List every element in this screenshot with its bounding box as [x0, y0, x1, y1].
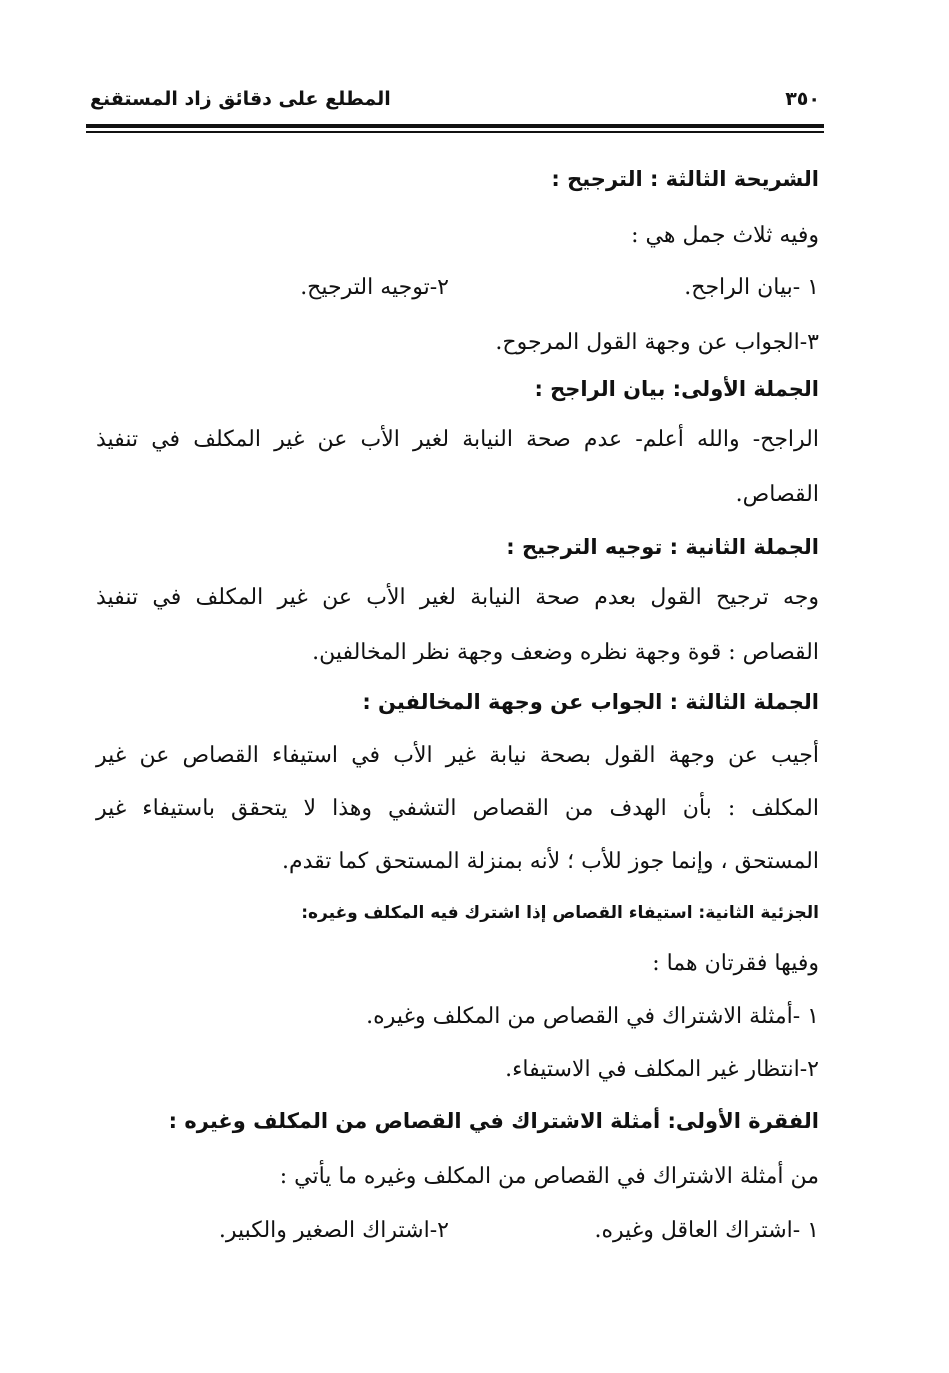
subsection-heading: الفقرة الأولى: أمثلة الاشتراك في القصاص من المكلف وغيره : — [168, 1109, 819, 1133]
page-header — [86, 84, 824, 120]
list-item: ١ -اشتراك العاقل وغيره. — [594, 1218, 819, 1243]
paragraph-line: وجه ترجيح القول بعدم صحة النيابة لغير الأب عن غير المكلف في تنفيذ — [96, 585, 819, 610]
paragraph-line: أجيب عن وجهة القول بصحة نيابة غير الأب في استيفاء القصاص عن غير — [96, 743, 819, 768]
paragraph-line: وفيه ثلاث جمل هي : — [631, 223, 819, 248]
subsection-heading: الجملة الأولى: بيان الراجح : — [534, 377, 819, 401]
list-item: ٢-انتظار غير المكلف في الاستيفاء. — [505, 1057, 819, 1082]
running-title: المطلع على دقائق زاد المستقنع — [90, 88, 391, 110]
subsection-heading: الجملة الثانية : توجيه الترجيح : — [506, 535, 819, 559]
page-number: ٣٥٠ — [785, 88, 820, 110]
header-rule-thin — [86, 131, 824, 133]
list-item: ١ -بيان الراجح. — [684, 275, 819, 300]
list-item: ٢-اشتراك الصغير والكبير. — [218, 1218, 449, 1243]
section-heading: الشريحة الثالثة : الترجيح : — [551, 167, 819, 191]
paragraph-line: من أمثلة الاشتراك في القصاص من المكلف وغيره ما يأتي : — [279, 1164, 819, 1189]
paragraph-line: المكلف : بأن الهدف من القصاص التشفي وهذا لا يتحقق باستيفاء غير — [96, 796, 819, 821]
list-item: ٣-الجواب عن وجهة القول المرجوح. — [495, 330, 819, 355]
paragraph-line: القصاص. — [735, 482, 819, 507]
list-item: ١ -أمثلة الاشتراك في القصاص من المكلف وغيره. — [366, 1004, 819, 1029]
paragraph-line: المستحق ، وإنما جوز للأب ؛ لأنه بمنزلة المستحق كما تقدم. — [281, 849, 819, 874]
paragraph-line: الراجح- والله أعلم- عدم صحة النيابة لغير الأب عن غير المكلف في تنفيذ — [96, 427, 819, 452]
subsection-heading: الجملة الثالثة : الجواب عن وجهة المخالفين : — [362, 690, 819, 714]
list-item: ٢-توجيه الترجيح. — [300, 275, 449, 300]
paragraph-line: وفيها فقرتان هما : — [652, 951, 819, 976]
paragraph-line: القصاص : قوة وجهة نظره وضعف وجهة نظر المخالفين. — [312, 640, 819, 665]
header-rule-thick — [86, 124, 824, 128]
section-heading: الجزئية الثانية: استيفاء القصاص إذا اشترك فيه المكلف وغيره: — [301, 903, 819, 923]
